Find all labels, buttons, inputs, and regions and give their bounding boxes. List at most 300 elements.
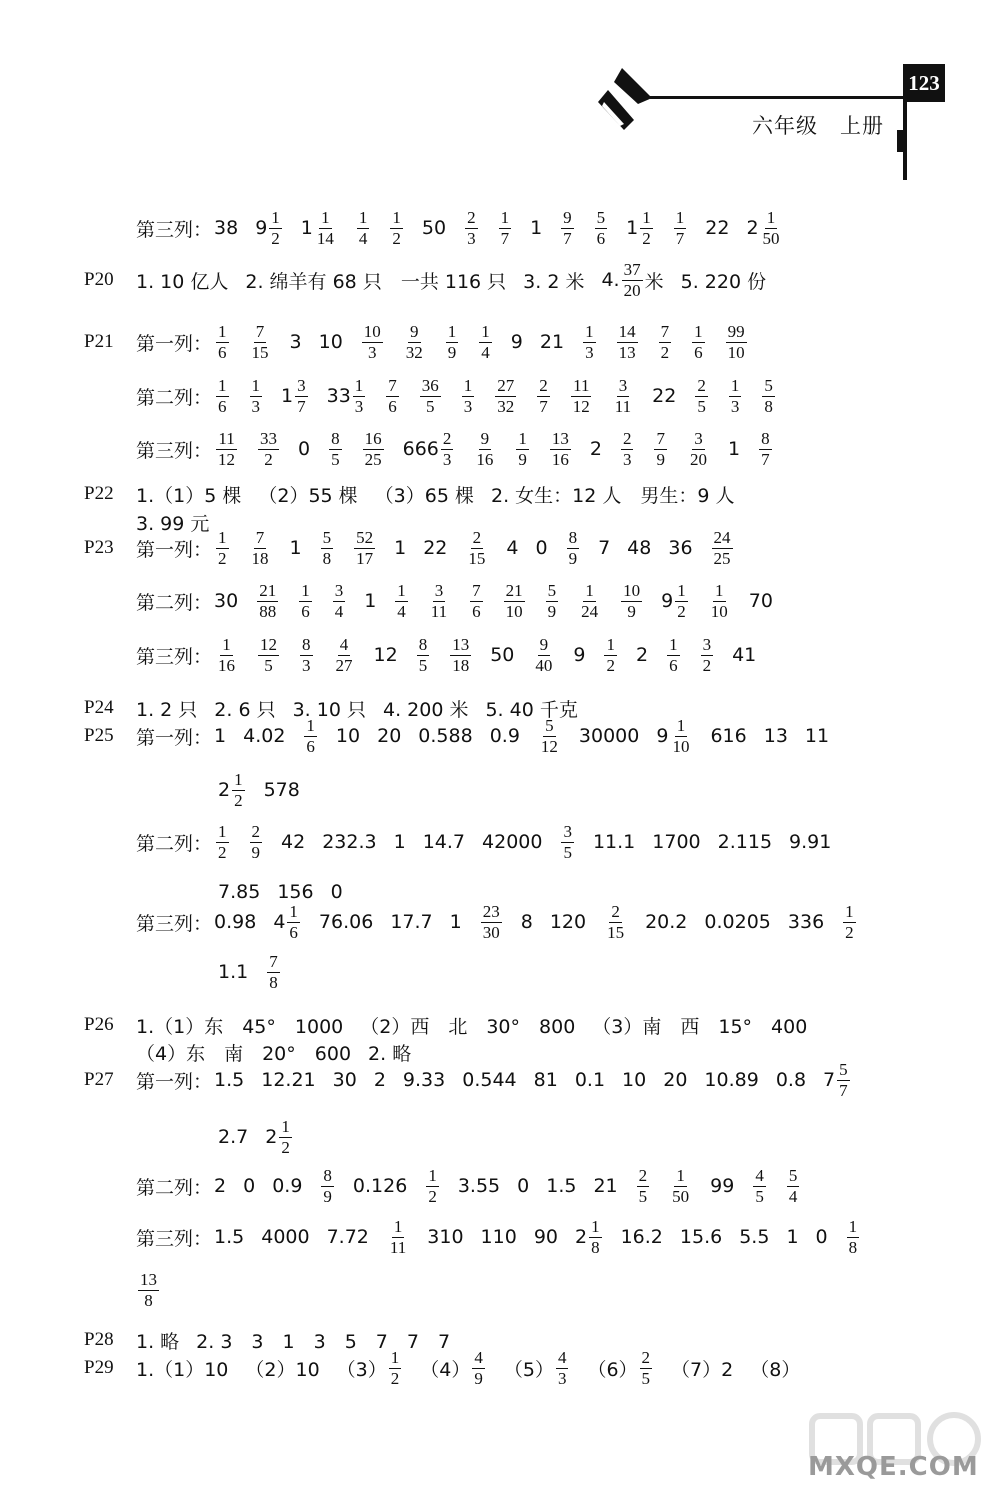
answer-item: 1.（1）10 bbox=[136, 1358, 229, 1381]
answer-item: （7）2 bbox=[671, 1358, 734, 1381]
answer-item: （4） $\frac{4}{9}$ bbox=[420, 1347, 483, 1388]
answer-item bbox=[497, 208, 514, 249]
answer-item bbox=[255, 581, 280, 622]
answer-item: 33 $\frac{1}{3}$ bbox=[326, 375, 364, 416]
answer-item: 0 bbox=[330, 881, 343, 903]
answer-item bbox=[265, 952, 282, 993]
answer-item: 9.91 bbox=[789, 831, 832, 853]
page-ref-label: P20 bbox=[84, 269, 114, 290]
answer-item: 15.6 bbox=[679, 1226, 723, 1248]
answer-item: 41 bbox=[732, 644, 757, 666]
answer-item: 21 bbox=[539, 331, 565, 353]
answer-item: 1 bbox=[214, 725, 227, 747]
fraction: $\frac{2}{9}$ bbox=[251, 821, 261, 862]
fraction: $\frac{1}{6}$ bbox=[306, 715, 315, 756]
fraction: $\frac{1}{9}$ bbox=[518, 428, 527, 469]
answer-item: （2）西 北 30° 800 bbox=[360, 1015, 576, 1038]
answer-item bbox=[477, 322, 494, 363]
fraction: $\frac{1}{16}$ bbox=[218, 634, 236, 675]
answer-item: 1 $\frac{1}{2}$ bbox=[626, 207, 651, 248]
answer-item bbox=[751, 1166, 768, 1207]
fraction: $\frac{2}{5}$ bbox=[641, 1347, 651, 1388]
answer-item: 1.5 bbox=[214, 1069, 245, 1091]
fraction: $\frac{1}{50}$ bbox=[762, 207, 780, 248]
answer-item: 90 bbox=[533, 1226, 558, 1248]
answer-item bbox=[727, 376, 744, 417]
answer-item bbox=[463, 208, 480, 249]
answer-item: 1.5 bbox=[546, 1175, 577, 1197]
answer-item: 1700 bbox=[652, 831, 701, 853]
answer-item: 1 bbox=[289, 537, 302, 559]
answer-item: 5. 40 千克 bbox=[485, 698, 578, 721]
answer-item bbox=[479, 902, 504, 943]
answer-item: 9.33 bbox=[402, 1069, 446, 1091]
answer-item bbox=[302, 716, 319, 757]
watermark-text: MXQE.COM bbox=[808, 1452, 979, 1482]
answer-item: 22 bbox=[423, 537, 448, 559]
answer-item: 10 bbox=[622, 1069, 647, 1091]
fraction: $\frac{1}{6}$ bbox=[301, 580, 310, 621]
answer-item: 0 bbox=[815, 1226, 828, 1248]
answer-item: 3. 2 米 bbox=[523, 270, 585, 293]
fraction: $\frac{3}{20}$ bbox=[689, 428, 707, 469]
answer-item: 4 bbox=[506, 537, 519, 559]
fraction: $\frac{1}{3}$ bbox=[463, 375, 473, 416]
fraction: $\frac{1}{8}$ bbox=[591, 1216, 600, 1257]
answer-item bbox=[693, 376, 710, 417]
answer-item: 0 bbox=[535, 537, 548, 559]
page-ref-label: P23 bbox=[84, 537, 114, 558]
fraction: $\frac{10}{3}$ bbox=[363, 321, 381, 362]
answer-item bbox=[214, 376, 231, 417]
fraction: $\frac{1}{4}$ bbox=[481, 321, 490, 362]
answer-item: 1. 略 bbox=[136, 1330, 180, 1353]
answer-row bbox=[0, 1264, 1000, 1316]
answer-item bbox=[361, 429, 386, 470]
answer-item bbox=[710, 528, 735, 569]
fraction: $\frac{7}{15}$ bbox=[251, 321, 269, 362]
answer-item: 0.126 bbox=[352, 1175, 408, 1197]
answer-item: 76.06 bbox=[318, 911, 374, 933]
fraction: $\frac{1}{6}$ bbox=[694, 321, 703, 362]
answer-item: 10 bbox=[335, 725, 361, 747]
answer-row bbox=[0, 316, 1000, 368]
answer-item bbox=[332, 635, 357, 676]
answer-item bbox=[214, 322, 231, 363]
answer-item: 7 $\frac{5}{7}$ bbox=[823, 1059, 848, 1100]
fraction: $\frac{33}{2}$ bbox=[260, 428, 278, 469]
answer-item bbox=[448, 635, 473, 676]
fraction: $\frac{5}{6}$ bbox=[596, 207, 606, 248]
answer-item: 1 bbox=[393, 831, 406, 853]
answer-row bbox=[0, 1160, 1000, 1212]
fraction: $\frac{9}{7}$ bbox=[563, 207, 572, 248]
fraction: $\frac{2}{3}$ bbox=[467, 207, 476, 248]
answer-item: 22 bbox=[652, 385, 677, 407]
fraction: $\frac{1}{2}$ bbox=[218, 527, 227, 568]
fraction: $\frac{37}{20}$ bbox=[623, 259, 641, 300]
fraction: $\frac{1}{6}$ bbox=[218, 375, 227, 416]
answer-item: 0.544 bbox=[462, 1069, 517, 1091]
header-rule bbox=[650, 96, 904, 99]
fraction: $\frac{1}{2}$ bbox=[428, 1165, 437, 1206]
answer-item bbox=[402, 322, 427, 363]
answer-item bbox=[611, 376, 635, 417]
fraction: $\frac{1}{8}$ bbox=[848, 1216, 858, 1257]
fraction: $\frac{9}{40}$ bbox=[535, 634, 553, 675]
answer-item bbox=[418, 376, 443, 417]
answer-item: 50 bbox=[490, 644, 515, 666]
answer-item: 1. 2 只 bbox=[136, 698, 198, 721]
fraction: $\frac{2}{15}$ bbox=[468, 527, 486, 568]
fraction: $\frac{1}{3}$ bbox=[354, 375, 364, 416]
answer-item bbox=[699, 635, 716, 676]
answer-item bbox=[619, 429, 636, 470]
answer-item: 70 bbox=[748, 590, 773, 612]
column-label: 第二列： bbox=[136, 386, 213, 409]
answer-item bbox=[593, 208, 610, 249]
answer-item: 50 bbox=[421, 217, 447, 239]
page-ref-label: P21 bbox=[84, 331, 114, 352]
answer-row bbox=[0, 896, 1000, 948]
answer-item bbox=[493, 376, 518, 417]
answer-item: 30000 bbox=[578, 725, 640, 747]
fraction: $\frac{52}{17}$ bbox=[356, 527, 374, 568]
fraction: $\frac{1}{3}$ bbox=[730, 375, 740, 416]
fraction: $\frac{8}{5}$ bbox=[418, 634, 428, 675]
answer-item: 13 bbox=[763, 725, 788, 747]
answer-item: 9 $\frac{1}{2}$ bbox=[255, 207, 280, 248]
fraction: $\frac{1}{2}$ bbox=[218, 821, 227, 862]
fraction: $\frac{1}{2}$ bbox=[606, 634, 615, 675]
answer-item: 2. 6 只 bbox=[214, 698, 276, 721]
fraction: $\frac{1}{50}$ bbox=[672, 1165, 690, 1206]
fraction: $\frac{2}{3}$ bbox=[442, 428, 452, 469]
answer-item: 0 bbox=[517, 1175, 530, 1197]
answer-row bbox=[0, 202, 1000, 254]
answer-item: 48 bbox=[627, 537, 652, 559]
answer-row bbox=[0, 522, 1000, 574]
answer-item bbox=[672, 208, 689, 249]
answer-item: 2 bbox=[373, 1069, 386, 1091]
answer-item: 0.588 bbox=[418, 725, 473, 747]
fraction: $\frac{3}{2}$ bbox=[702, 634, 712, 675]
answer-item: 14.7 bbox=[422, 831, 466, 853]
answer-item: 156 bbox=[277, 881, 314, 903]
answer-item bbox=[686, 429, 711, 470]
answer-item: 1 bbox=[530, 217, 543, 239]
answer-row bbox=[0, 816, 1000, 868]
answer-item bbox=[214, 528, 231, 569]
fraction: $\frac{8}{7}$ bbox=[761, 428, 770, 469]
fraction: $\frac{16}{25}$ bbox=[364, 428, 382, 469]
answer-item: 81 bbox=[533, 1069, 558, 1091]
answer-item bbox=[256, 635, 281, 676]
answer-item bbox=[577, 581, 602, 622]
fraction: $\frac{36}{5}$ bbox=[421, 375, 439, 416]
answer-item: 16.2 bbox=[620, 1226, 663, 1248]
answer-item bbox=[393, 581, 410, 622]
fraction: $\frac{99}{10}$ bbox=[727, 321, 745, 362]
answer-item: 1.1 bbox=[218, 961, 249, 983]
fraction: $\frac{1}{3}$ bbox=[251, 375, 261, 416]
column-label: 第一列： bbox=[136, 538, 213, 561]
fraction: $\frac{4}{3}$ bbox=[557, 1347, 567, 1388]
answer-item: 10 bbox=[318, 331, 343, 353]
page-ref-label: P29 bbox=[84, 1357, 114, 1378]
answer-item: 110 bbox=[480, 1226, 517, 1248]
column-label: 第二列： bbox=[136, 591, 213, 614]
answer-row bbox=[0, 1054, 1000, 1106]
answer-item: 10.89 bbox=[704, 1069, 759, 1091]
answer-item: 120 bbox=[549, 911, 587, 933]
answer-item: 232.3 bbox=[322, 831, 377, 853]
answer-item bbox=[531, 635, 556, 676]
answer-item bbox=[331, 581, 348, 622]
column-label: 第二列： bbox=[136, 1176, 213, 1199]
answer-item: 0 bbox=[298, 438, 311, 460]
answer-item: 30 bbox=[332, 1069, 357, 1091]
fraction: $\frac{5}{7}$ bbox=[839, 1059, 848, 1100]
answer-item: 9 $\frac{1}{2}$ bbox=[661, 580, 686, 621]
answer-item: 4. $\frac{37}{20}$ 米 bbox=[601, 259, 664, 300]
answer-item bbox=[841, 902, 858, 943]
answer-item bbox=[136, 1270, 161, 1311]
fraction: $\frac{1}{2}$ bbox=[234, 769, 243, 810]
answer-item: 0.8 bbox=[775, 1069, 807, 1091]
answer-item bbox=[352, 528, 377, 569]
fraction: $\frac{8}{9}$ bbox=[568, 527, 578, 568]
fraction: $\frac{5}{9}$ bbox=[547, 580, 557, 621]
fraction: $\frac{1}{7}$ bbox=[675, 207, 685, 248]
answer-item: 0.98 bbox=[214, 911, 257, 933]
answer-item bbox=[724, 322, 749, 363]
answer-item bbox=[355, 208, 372, 249]
answer-item: 1 bbox=[364, 590, 377, 612]
fraction: $\frac{9}{32}$ bbox=[405, 321, 423, 362]
answer-item bbox=[559, 822, 576, 863]
answer-item: 2.7 bbox=[218, 1126, 249, 1148]
answer-item: 3. 99 元 bbox=[136, 512, 210, 535]
answer-item: 310 bbox=[427, 1226, 464, 1248]
answer-item: 36 bbox=[668, 537, 693, 559]
answer-item bbox=[514, 429, 531, 470]
answer-item: 2. 绵羊有 68 只 一共 116 只 bbox=[245, 270, 507, 293]
fraction: $\frac{1}{2}$ bbox=[281, 1116, 290, 1157]
fraction: $\frac{1}{2}$ bbox=[271, 207, 280, 248]
fraction: $\frac{7}{2}$ bbox=[660, 321, 670, 362]
answer-item bbox=[537, 716, 562, 757]
answer-item: 336 bbox=[787, 911, 825, 933]
fraction: $\frac{7}{6}$ bbox=[388, 375, 397, 416]
answer-item: 2. 略 bbox=[368, 1042, 412, 1065]
fraction: $\frac{1}{11}$ bbox=[389, 1216, 407, 1257]
answer-item: 20 bbox=[377, 725, 402, 747]
fraction: $\frac{1}{9}$ bbox=[447, 321, 457, 362]
answer-item bbox=[444, 322, 461, 363]
answer-item bbox=[386, 1217, 410, 1258]
answer-row bbox=[0, 1111, 1000, 1163]
fraction: $\frac{5}{12}$ bbox=[540, 715, 558, 756]
answer-item bbox=[760, 376, 777, 417]
answer-item bbox=[248, 322, 273, 363]
answer-item: 0.1 bbox=[574, 1069, 606, 1091]
answer-item: 20 bbox=[663, 1069, 688, 1091]
answer-item bbox=[214, 822, 231, 863]
answer-item bbox=[502, 581, 527, 622]
answer-item: 1 bbox=[786, 1226, 799, 1248]
answer-item bbox=[635, 1166, 652, 1207]
answer-row bbox=[0, 370, 1000, 422]
answer-item bbox=[707, 581, 732, 622]
answer-item: 1 $\frac{3}{7}$ bbox=[281, 375, 306, 416]
answer-item bbox=[757, 429, 774, 470]
answer-row bbox=[0, 575, 1000, 627]
answer-item: 2. 3 3 1 3 5 7 7 7 bbox=[196, 1330, 451, 1353]
answer-item bbox=[248, 528, 273, 569]
fraction: $\frac{21}{88}$ bbox=[259, 580, 277, 621]
fraction: $\frac{9}{16}$ bbox=[476, 428, 494, 469]
answer-item: 1.5 bbox=[214, 1226, 245, 1248]
answer-item: 21 bbox=[593, 1175, 618, 1197]
answer-item: 12.21 bbox=[261, 1069, 316, 1091]
answer-row bbox=[0, 1342, 1000, 1394]
column-label: 第三列： bbox=[136, 645, 213, 668]
fraction: $\frac{2}{5}$ bbox=[638, 1165, 648, 1206]
page-ref-label: P26 bbox=[84, 1014, 114, 1035]
fraction: $\frac{1}{7}$ bbox=[500, 207, 510, 248]
answer-item: 1 bbox=[727, 438, 741, 460]
answer-item bbox=[615, 322, 640, 363]
answer-item bbox=[665, 635, 682, 676]
answer-item: 99 bbox=[710, 1175, 735, 1197]
answer-item: （5） $\frac{4}{3}$ bbox=[503, 1347, 567, 1388]
fraction: $\frac{7}{8}$ bbox=[269, 951, 278, 992]
answer-item bbox=[319, 528, 336, 569]
column-label: 第三列： bbox=[136, 218, 213, 241]
answer-row bbox=[0, 764, 1000, 816]
answer-item: 38 bbox=[214, 217, 239, 239]
answer-item bbox=[460, 376, 477, 417]
answer-item bbox=[388, 208, 405, 249]
answer-item: 4.02 bbox=[243, 725, 286, 747]
fraction: $\frac{1}{6}$ bbox=[289, 901, 298, 942]
answer-item: 4 $\frac{1}{6}$ bbox=[273, 901, 298, 942]
page-ref-label: P24 bbox=[84, 697, 114, 718]
answer-item: 1. 10 亿人 bbox=[136, 270, 229, 293]
answer-item: 1.（1）5 棵 bbox=[136, 484, 242, 507]
book-logo-icon bbox=[594, 64, 656, 136]
answer-item: 7 bbox=[598, 537, 611, 559]
answer-item bbox=[427, 581, 451, 622]
answer-item bbox=[569, 376, 594, 417]
fraction: $\frac{4}{5}$ bbox=[755, 1165, 764, 1206]
answer-item: 1 bbox=[449, 911, 462, 933]
page-number: 123 bbox=[903, 64, 945, 102]
fraction: $\frac{4}{27}$ bbox=[335, 634, 353, 675]
answer-item bbox=[548, 429, 573, 470]
answer-item bbox=[602, 635, 619, 676]
answer-row bbox=[0, 254, 1000, 306]
answer-item: 11.1 bbox=[592, 831, 636, 853]
answer-item: 2 bbox=[589, 438, 602, 460]
fraction: $\frac{5}{8}$ bbox=[322, 527, 332, 568]
column-label: 第三列： bbox=[136, 912, 213, 935]
answer-item: 7.72 bbox=[326, 1226, 369, 1248]
fraction: $\frac{3}{7}$ bbox=[297, 375, 306, 416]
answer-item bbox=[544, 581, 561, 622]
answer-item bbox=[360, 322, 385, 363]
answer-item: 2 bbox=[635, 644, 649, 666]
fraction: $\frac{13}{8}$ bbox=[140, 1269, 157, 1310]
fraction: $\frac{8}{9}$ bbox=[323, 1165, 332, 1206]
fraction: $\frac{1}{24}$ bbox=[581, 580, 599, 621]
fraction: $\frac{1}{2}$ bbox=[677, 580, 686, 621]
answer-item: 0 bbox=[243, 1175, 256, 1197]
column-label: 第三列： bbox=[136, 439, 213, 462]
fraction: $\frac{11}{12}$ bbox=[572, 375, 590, 416]
answer-row bbox=[0, 946, 1000, 998]
fraction: $\frac{2}{15}$ bbox=[607, 901, 625, 942]
fraction: $\frac{27}{32}$ bbox=[497, 375, 515, 416]
fraction: $\frac{5}{8}$ bbox=[764, 375, 773, 416]
answer-item bbox=[845, 1217, 862, 1258]
answer-item: 9 $\frac{1}{10}$ bbox=[656, 715, 690, 756]
fraction: $\frac{11}{12}$ bbox=[218, 428, 236, 469]
fraction: $\frac{7}{9}$ bbox=[656, 428, 665, 469]
answer-item bbox=[327, 429, 344, 470]
fraction: $\frac{24}{25}$ bbox=[713, 527, 731, 568]
page-ref-label: P28 bbox=[84, 1329, 114, 1350]
answer-item bbox=[297, 581, 314, 622]
answer-item: 2 $\frac{1}{2}$ bbox=[218, 769, 243, 810]
grade-title: 六年级 上册 bbox=[752, 114, 884, 138]
answer-item bbox=[319, 1166, 336, 1207]
answer-item: 42000 bbox=[482, 831, 543, 853]
fraction: $\frac{2}{3}$ bbox=[622, 428, 632, 469]
answer-item bbox=[690, 322, 707, 363]
fraction: $\frac{1}{4}$ bbox=[397, 580, 406, 621]
answer-item bbox=[581, 322, 598, 363]
answer-item: （6） $\frac{2}{5}$ bbox=[587, 1347, 651, 1388]
fraction: $\frac{21}{10}$ bbox=[505, 580, 523, 621]
fraction: $\frac{7}{18}$ bbox=[251, 527, 269, 568]
answer-item bbox=[668, 1166, 693, 1207]
answer-item: 17.7 bbox=[390, 911, 433, 933]
answer-row bbox=[0, 710, 1000, 762]
answer-item: 666 $\frac{2}{3}$ bbox=[402, 428, 452, 469]
answer-item bbox=[652, 429, 669, 470]
answer-item bbox=[415, 635, 432, 676]
answer-item: 3 bbox=[289, 331, 302, 353]
answer-item bbox=[657, 322, 674, 363]
answer-item bbox=[248, 376, 265, 417]
answer-item bbox=[565, 528, 582, 569]
answer-item bbox=[535, 376, 552, 417]
fraction: $\frac{3}{5}$ bbox=[563, 821, 572, 862]
answer-item: 1 bbox=[394, 537, 407, 559]
fraction: $\frac{8}{5}$ bbox=[331, 428, 340, 469]
page-ref-label: P25 bbox=[84, 725, 114, 746]
answer-item bbox=[256, 429, 281, 470]
column-label: 第二列： bbox=[136, 832, 213, 855]
answer-item: 2 $\frac{1}{50}$ bbox=[746, 207, 780, 248]
answer-item: 2 $\frac{1}{2}$ bbox=[265, 1116, 290, 1157]
fraction: $\frac{1}{3}$ bbox=[585, 321, 594, 362]
fraction: $\frac{8}{3}$ bbox=[302, 634, 311, 675]
answer-item: 2 $\frac{1}{8}$ bbox=[575, 1216, 600, 1257]
answer-item bbox=[785, 1166, 802, 1207]
